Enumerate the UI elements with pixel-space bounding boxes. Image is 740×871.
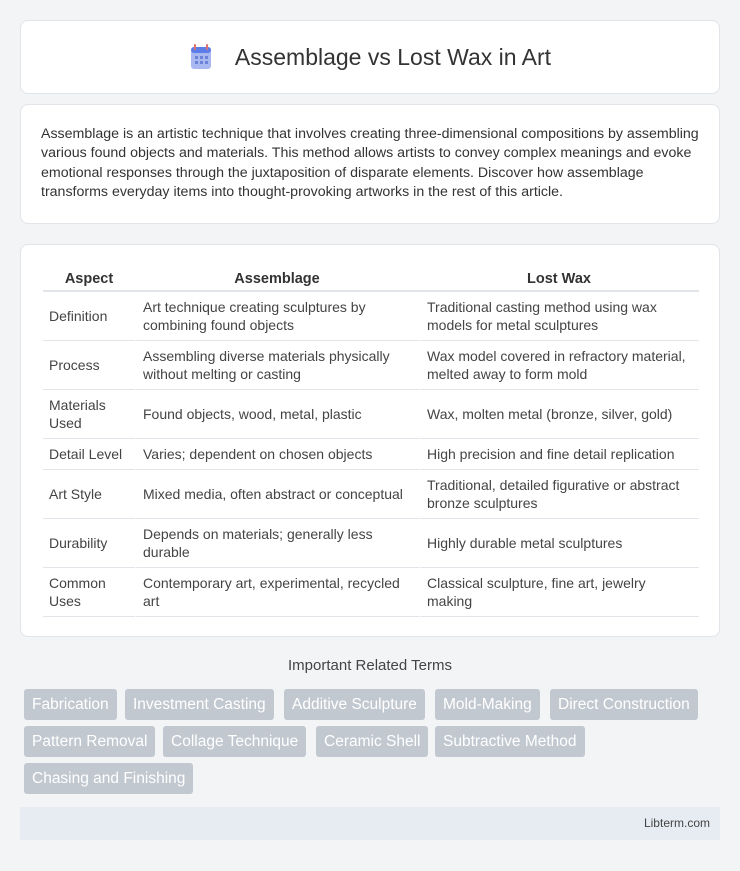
- table-row: [43, 470, 699, 519]
- term-tag[interactable]: Pattern Removal: [24, 726, 155, 757]
- table-row: [43, 439, 699, 470]
- row-aspect: Materials Used: [43, 390, 135, 439]
- page-title: Assemblage vs Lost Wax in Art: [234, 43, 552, 70]
- table-row: [43, 341, 699, 390]
- row-aspect: Detail Level: [43, 439, 135, 470]
- term-tag[interactable]: Ceramic Shell: [316, 726, 428, 757]
- row-aspect: Definition: [43, 292, 135, 341]
- row-aspect: Process: [43, 341, 135, 390]
- header-aspect: Aspect: [43, 265, 135, 292]
- term-tag[interactable]: Investment Casting: [125, 689, 274, 720]
- row-assemblage: Found objects, wood, metal, plastic: [135, 390, 419, 439]
- comparison-card: [20, 244, 720, 637]
- table-header-row: [43, 265, 699, 292]
- document-icon: [189, 44, 213, 70]
- row-lost-wax: Classical sculpture, fine art, jewelry making: [419, 568, 699, 617]
- intro-text: Assemblage is an artistic technique that involves creating three-dimensional compositions by assembling various found objects and materials. This method allows artists to convey complex meanings and evoke emotional responses through the juxtaposition of disparate elements. Discover how assemblage transforms everyday items into thought-provoking artworks in the rest of this article.: [41, 126, 699, 201]
- table-row: [43, 519, 699, 568]
- table-row: [43, 568, 699, 617]
- row-assemblage: Contemporary art, experimental, recycled art: [135, 568, 419, 617]
- intro-card: [20, 104, 720, 224]
- related-terms-title: Important Related Terms: [288, 657, 452, 674]
- row-assemblage: Varies; dependent on chosen objects: [135, 439, 419, 470]
- row-assemblage: Mixed media, often abstract or conceptual: [135, 470, 419, 519]
- footer: [20, 807, 720, 840]
- row-aspect: Common Uses: [43, 568, 135, 617]
- comparison-table: [43, 265, 699, 617]
- footer-site-link[interactable]: Libterm.com: [643, 816, 710, 830]
- row-lost-wax: Highly durable metal sculptures: [419, 519, 699, 568]
- row-lost-wax: Traditional, detailed figurative or abstract bronze sculptures: [419, 470, 699, 519]
- row-assemblage: Art technique creating sculptures by combining found objects: [135, 292, 419, 341]
- table-row: [43, 390, 699, 439]
- header-assemblage: Assemblage: [135, 265, 419, 292]
- term-tag[interactable]: Direct Construction: [550, 689, 698, 720]
- row-lost-wax: High precision and fine detail replication: [419, 439, 699, 470]
- header-lost-wax: Lost Wax: [419, 265, 699, 292]
- row-assemblage: Depends on materials; generally less durable: [135, 519, 419, 568]
- term-tag[interactable]: Collage Technique: [163, 726, 306, 757]
- row-lost-wax: Wax model covered in refractory material, melted away to form mold: [419, 341, 699, 390]
- term-tag[interactable]: Subtractive Method: [435, 726, 585, 757]
- row-aspect: Art Style: [43, 470, 135, 519]
- row-aspect: Durability: [43, 519, 135, 568]
- row-lost-wax: Wax, molten metal (bronze, silver, gold): [419, 390, 699, 439]
- header-card: [20, 20, 720, 94]
- term-tag[interactable]: Additive Sculpture: [284, 689, 425, 720]
- term-tag[interactable]: Chasing and Finishing: [24, 763, 193, 794]
- row-assemblage: Assembling diverse materials physically without melting or casting: [135, 341, 419, 390]
- term-tag[interactable]: Mold-Making: [435, 689, 540, 720]
- table-row: [43, 292, 699, 341]
- row-lost-wax: Traditional casting method using wax models for metal sculptures: [419, 292, 699, 341]
- term-tag[interactable]: Fabrication: [24, 689, 117, 720]
